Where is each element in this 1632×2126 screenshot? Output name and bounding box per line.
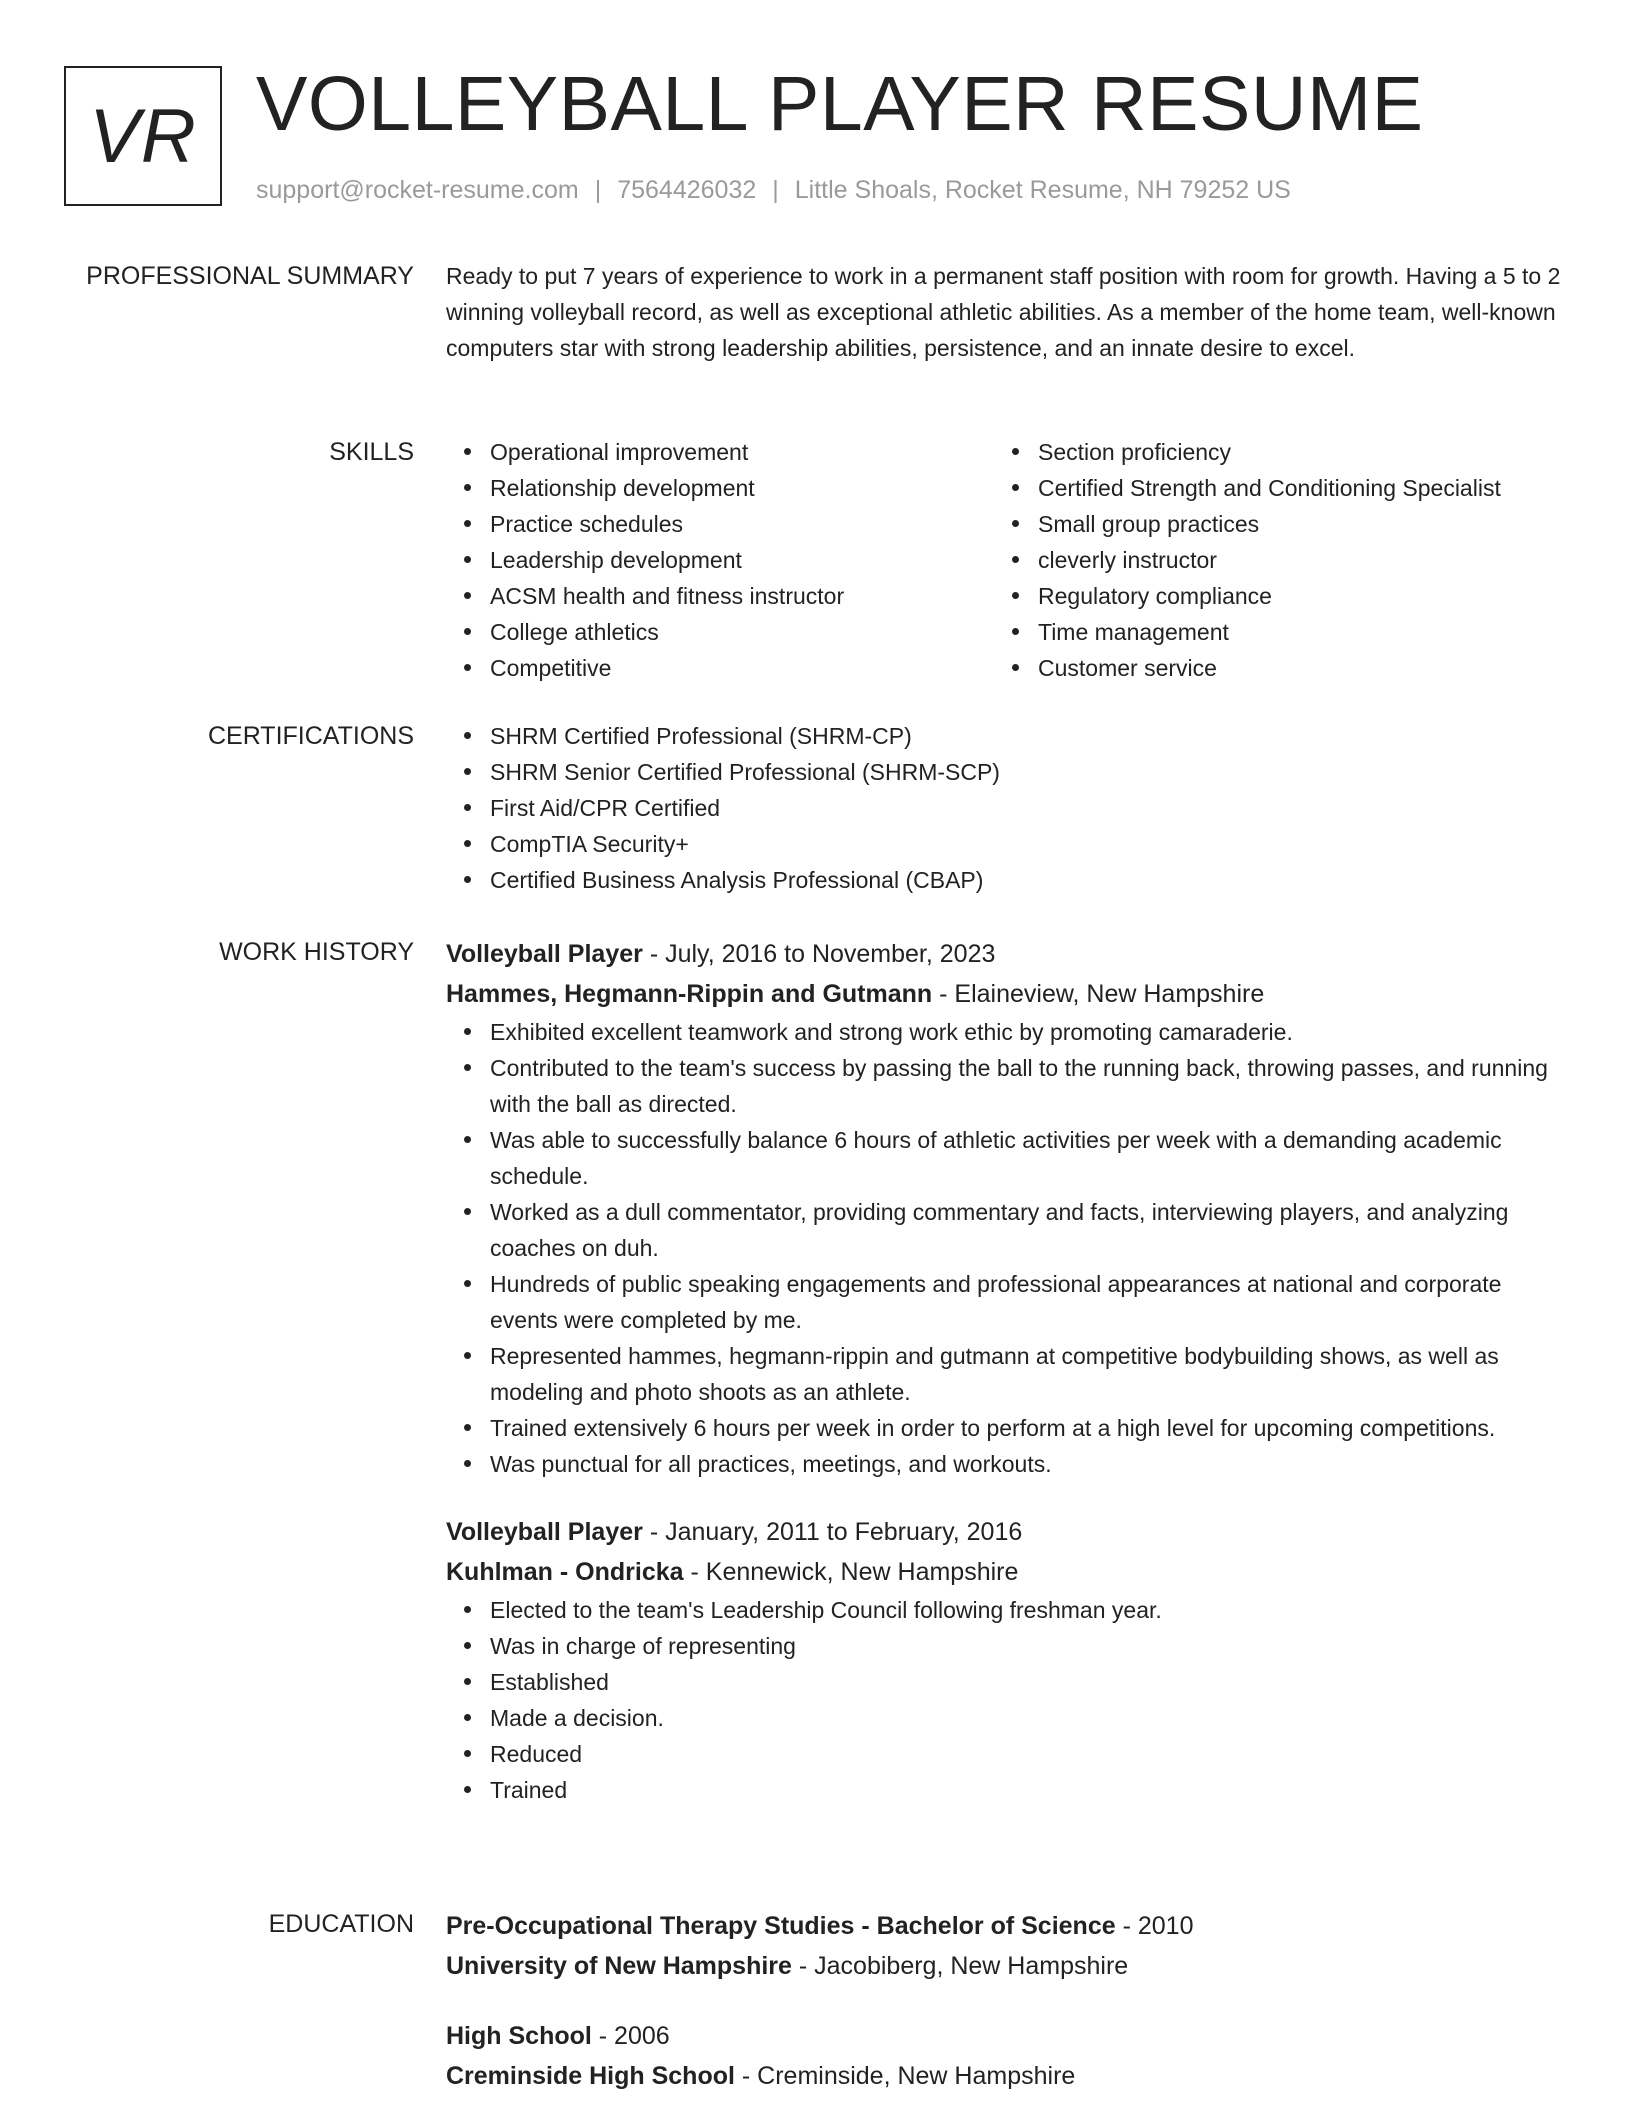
skills-column-1 <box>446 434 994 686</box>
summary-text: Ready to put 7 years of experience to work in a permanent staff position with room for growth. Having a 5 to 2 winning volleyball record, as well as exceptional athletic abilities. As a member of the home team, well-known computers star with strong leadership abilities, persistence, and an innate desire to excel. <box>446 263 1561 361</box>
skill-item: Practice schedules <box>446 506 994 542</box>
skill-item: Operational improvement <box>446 434 994 470</box>
contact-phone: 7564426032 <box>617 176 757 204</box>
summary-content <box>446 258 1566 366</box>
job-bullet: Was in charge of representing <box>446 1628 1566 1664</box>
skill-item: Section proficiency <box>994 434 1566 470</box>
skill-item: Competitive <box>446 650 994 686</box>
education-school: Creminside High School <box>446 2062 735 2090</box>
education-location: - Jacobiberg, New Hampshire <box>791 1952 1129 1980</box>
job-company-line <box>446 974 1566 1014</box>
education-location: - Creminside, New Hampshire <box>734 2062 1076 2090</box>
skill-item: Relationship development <box>446 470 994 506</box>
education-degree: Pre-Occupational Therapy Studies - Bachelor of Science <box>446 1912 1116 1940</box>
education-degree: High School <box>446 2022 592 2050</box>
job-bullet: Trained extensively 6 hours per week in order to perform at a high level for upcoming competitions. <box>446 1410 1566 1446</box>
monogram-logo: VR <box>64 66 222 206</box>
contact-line <box>256 172 1291 208</box>
section-label-work-history: WORK HISTORY <box>219 938 414 966</box>
job-bullet: Contributed to the team's success by passing the ball to the running back, throwing passes, and running with the ball as directed. <box>446 1050 1566 1122</box>
contact-email: support@rocket-resume.com <box>256 176 579 204</box>
job-bullet: Elected to the team's Leadership Council following freshman year. <box>446 1592 1566 1628</box>
work-history-content <box>446 934 1566 1838</box>
section-label-skills: SKILLS <box>329 438 414 466</box>
education-degree-line <box>446 1906 1566 1946</box>
education-school: University of New Hampshire <box>446 1952 792 1980</box>
job-location: - Elaineview, New Hampshire <box>932 980 1265 1008</box>
job-bullet: Worked as a dull commentator, providing commentary and facts, interviewing players, and analyzing coaches on duh. <box>446 1194 1566 1266</box>
skills-content <box>446 434 1566 686</box>
certifications-content <box>446 718 1566 898</box>
job-title: Volleyball Player <box>446 1518 643 1546</box>
job-company-line <box>446 1552 1566 1592</box>
job-entry <box>446 1512 1566 1808</box>
certification-item: SHRM Certified Professional (SHRM-CP) <box>446 718 1566 754</box>
education-entry <box>446 1906 1566 1986</box>
education-year: - 2006 <box>591 2022 670 2050</box>
resume-title: VOLLEYBALL PLAYER RESUME <box>256 61 1424 147</box>
job-location: - Kennewick, New Hampshire <box>683 1558 1019 1586</box>
job-entry <box>446 934 1566 1482</box>
certification-item: First Aid/CPR Certified <box>446 790 1566 826</box>
skill-item: Regulatory compliance <box>994 578 1566 614</box>
certification-item: Certified Business Analysis Professional (CBAP) <box>446 862 1566 898</box>
job-title: Volleyball Player <box>446 940 643 968</box>
education-school-line <box>446 2056 1566 2096</box>
job-bullet: Hundreds of public speaking engagements and professional appearances at national and corporate events were completed by me. <box>446 1266 1566 1338</box>
skill-item: Certified Strength and Conditioning Specialist <box>994 470 1566 506</box>
skill-item: Small group practices <box>994 506 1566 542</box>
skill-item: ACSM health and fitness instructor <box>446 578 994 614</box>
job-company: Kuhlman - Ondricka <box>446 1558 684 1586</box>
education-content <box>446 1906 1566 2126</box>
job-title-line <box>446 1512 1566 1552</box>
section-label-education: EDUCATION <box>268 1910 414 1938</box>
job-dates: - January, 2011 to February, 2016 <box>642 1518 1023 1546</box>
contact-separator: | <box>772 176 779 204</box>
education-school-line <box>446 1946 1566 1986</box>
job-bullets <box>446 1592 1566 1808</box>
skill-item: Time management <box>994 614 1566 650</box>
job-bullet: Made a decision. <box>446 1700 1566 1736</box>
contact-address: Little Shoals, Rocket Resume, NH 79252 US <box>794 176 1291 204</box>
job-company: Hammes, Hegmann-Rippin and Gutmann <box>446 980 933 1008</box>
job-bullet: Established <box>446 1664 1566 1700</box>
job-bullet: Represented hammes, hegmann-rippin and gutmann at competitive bodybuilding shows, as well as modeling and photo shoots as an athlete. <box>446 1338 1566 1410</box>
certification-item: SHRM Senior Certified Professional (SHRM-SCP) <box>446 754 1566 790</box>
job-bullet: Was able to successfully balance 6 hours of athletic activities per week with a demanding academic schedule. <box>446 1122 1566 1194</box>
skill-item: Leadership development <box>446 542 994 578</box>
skills-column-2 <box>994 434 1566 686</box>
job-bullet: Was punctual for all practices, meetings, and workouts. <box>446 1446 1566 1482</box>
job-dates: - July, 2016 to November, 2023 <box>642 940 996 968</box>
job-bullet: Trained <box>446 1772 1566 1808</box>
job-bullet: Reduced <box>446 1736 1566 1772</box>
contact-separator: | <box>594 176 602 204</box>
certification-item: CompTIA Security+ <box>446 826 1566 862</box>
education-entry <box>446 2016 1566 2096</box>
job-bullet: Exhibited excellent teamwork and strong work ethic by promoting camaraderie. <box>446 1014 1566 1050</box>
skill-item: cleverly instructor <box>994 542 1566 578</box>
education-year: - 2010 <box>1115 1912 1194 1940</box>
section-label-summary: PROFESSIONAL SUMMARY <box>86 262 414 290</box>
job-bullets <box>446 1014 1566 1482</box>
education-degree-line <box>446 2016 1566 2056</box>
skill-item: Customer service <box>994 650 1566 686</box>
section-label-certifications: CERTIFICATIONS <box>207 722 414 750</box>
skill-item: College athletics <box>446 614 994 650</box>
certifications-list <box>446 718 1566 898</box>
job-title-line <box>446 934 1566 974</box>
